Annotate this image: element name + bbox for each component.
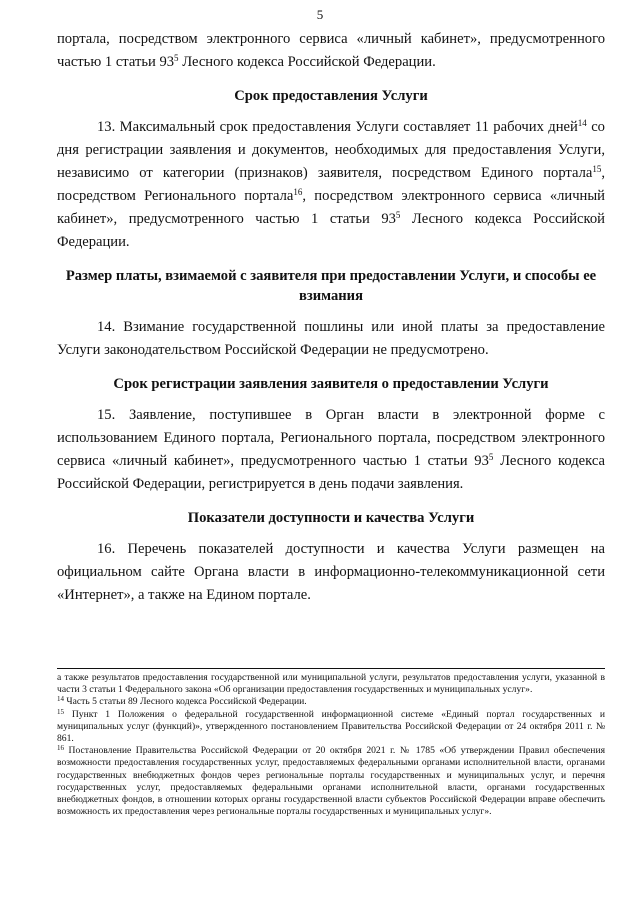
footnote-16 bbox=[57, 745, 605, 818]
footnote-ref-14: 14 bbox=[577, 118, 587, 128]
heading-srok: Срок предоставления Услуги bbox=[234, 88, 428, 104]
paragraph-intro bbox=[57, 28, 605, 74]
footnote-16-number: 16 bbox=[57, 744, 64, 753]
paragraph-13-text-3: , посредством Регионального портала bbox=[57, 165, 605, 204]
footnote-14-number: 14 bbox=[57, 695, 64, 704]
paragraph-intro-text-2: Лесного кодекса Российской Федерации. bbox=[178, 54, 436, 70]
footnote-separator bbox=[57, 668, 605, 669]
heading-registraciya: Срок регистрации заявления заявителя о предоставлении Услуги bbox=[113, 376, 549, 392]
footnote-ref-15: 15 bbox=[592, 164, 602, 174]
heading-plata: Размер платы, взимаемой с заявителя при предоставлении Услуги, и способы ее взимания bbox=[65, 268, 597, 304]
paragraph-intro-text-1: портала, посредством электронного сервиса «личный кабинет», предусмотренного частью 1 статьи 93 bbox=[57, 31, 605, 70]
footnote-ref-16: 16 bbox=[293, 187, 303, 197]
footnote-15-text: Пункт 1 Положения о федеральной государственной информационной системе «Единый портал государственных и муниципальных услуг (функций)», утвержденного постановлением Правительства Российской Федерации от 24 октября 2011 г. № 861. bbox=[57, 708, 605, 745]
paragraph-13 bbox=[57, 116, 605, 254]
heading-pokazateli: Показатели доступности и качества Услуги bbox=[187, 510, 475, 526]
main-text bbox=[57, 28, 605, 607]
paragraph-16: 16. Перечень показателей доступности и качества Услуги размещен на официальном сайте Органа власти в информационно-телекоммуникационной сети «Интернет», а также на Едином портале. bbox=[57, 541, 605, 603]
paragraph-15-text-2: Лесного кодекса Российской Федерации, регистрируется в день подачи заявления. bbox=[57, 453, 605, 492]
paragraph-14: 14. Взимание государственной пошлины или иной платы за предоставление Услуги законодательством Российской Федерации не предусмотрено. bbox=[57, 319, 605, 358]
superscript-5: 5 bbox=[395, 210, 401, 220]
paragraph-13-text-1: 13. Максимальный срок предоставления Услуги составляет 11 рабочих дней bbox=[97, 119, 578, 135]
footnote-15-number: 15 bbox=[57, 707, 64, 716]
superscript-5: 5 bbox=[174, 53, 179, 63]
footnotes bbox=[57, 672, 605, 818]
footnote-16-text: Постановление Правительства Российской Федерации от 20 октября 2021 г. № 1785 «Об утверждении Правил обеспечения возможности предоставления государственных услуг, предоставляемых федеральными органами исполнительной власти, органами государственных внебюджетных фондов через региональные порталы государственных и муниципальных услуг, и перечня государственных услуг, предоставляемых федеральными органами исполнительной власти, органами государственных внебюджетных фондов, в отношении которых органы государственной власти субъектов Российской Федерации вправе обеспечить возможность их предоставления через региональные порталы государственных и муниципальных услуг». bbox=[57, 745, 605, 818]
footnote-continuation: а также результатов предоставления государственной или муниципальной услуги, результатов предоставления услуги, указанной в части 3 статьи 1 Федерального закона «Об организации предоставления государственных и муниципальных услуг». bbox=[57, 672, 605, 696]
paragraph-13-text-2: со дня регистрации заявления и документов, необходимых для предоставления Услуги, независимо от категории (признаков) заявителя, посредством Единого портала bbox=[57, 119, 605, 181]
page-number: 5 bbox=[316, 7, 324, 22]
footnote-15 bbox=[57, 709, 605, 746]
superscript-5: 5 bbox=[488, 452, 494, 462]
paragraph-15-text-1: 15. Заявление, поступившее в Орган власти в электронной форме с использованием Единого портала, Регионального портала, посредством электронного сервиса «личный кабинет», предусмотренного частью 1 статьи 93 bbox=[57, 407, 605, 469]
paragraph-15 bbox=[57, 404, 605, 496]
paragraph-13-text-5: Лесного кодекса Российской Федерации. bbox=[57, 211, 605, 250]
footnote-14 bbox=[57, 696, 605, 708]
footnote-14-text: Часть 5 статьи 89 Лесного кодекса Российской Федерации. bbox=[64, 696, 307, 708]
paragraph-13-text-4: , посредством электронного сервиса «личный кабинет», предусмотренного частью 1 статьи 93 bbox=[57, 188, 605, 227]
